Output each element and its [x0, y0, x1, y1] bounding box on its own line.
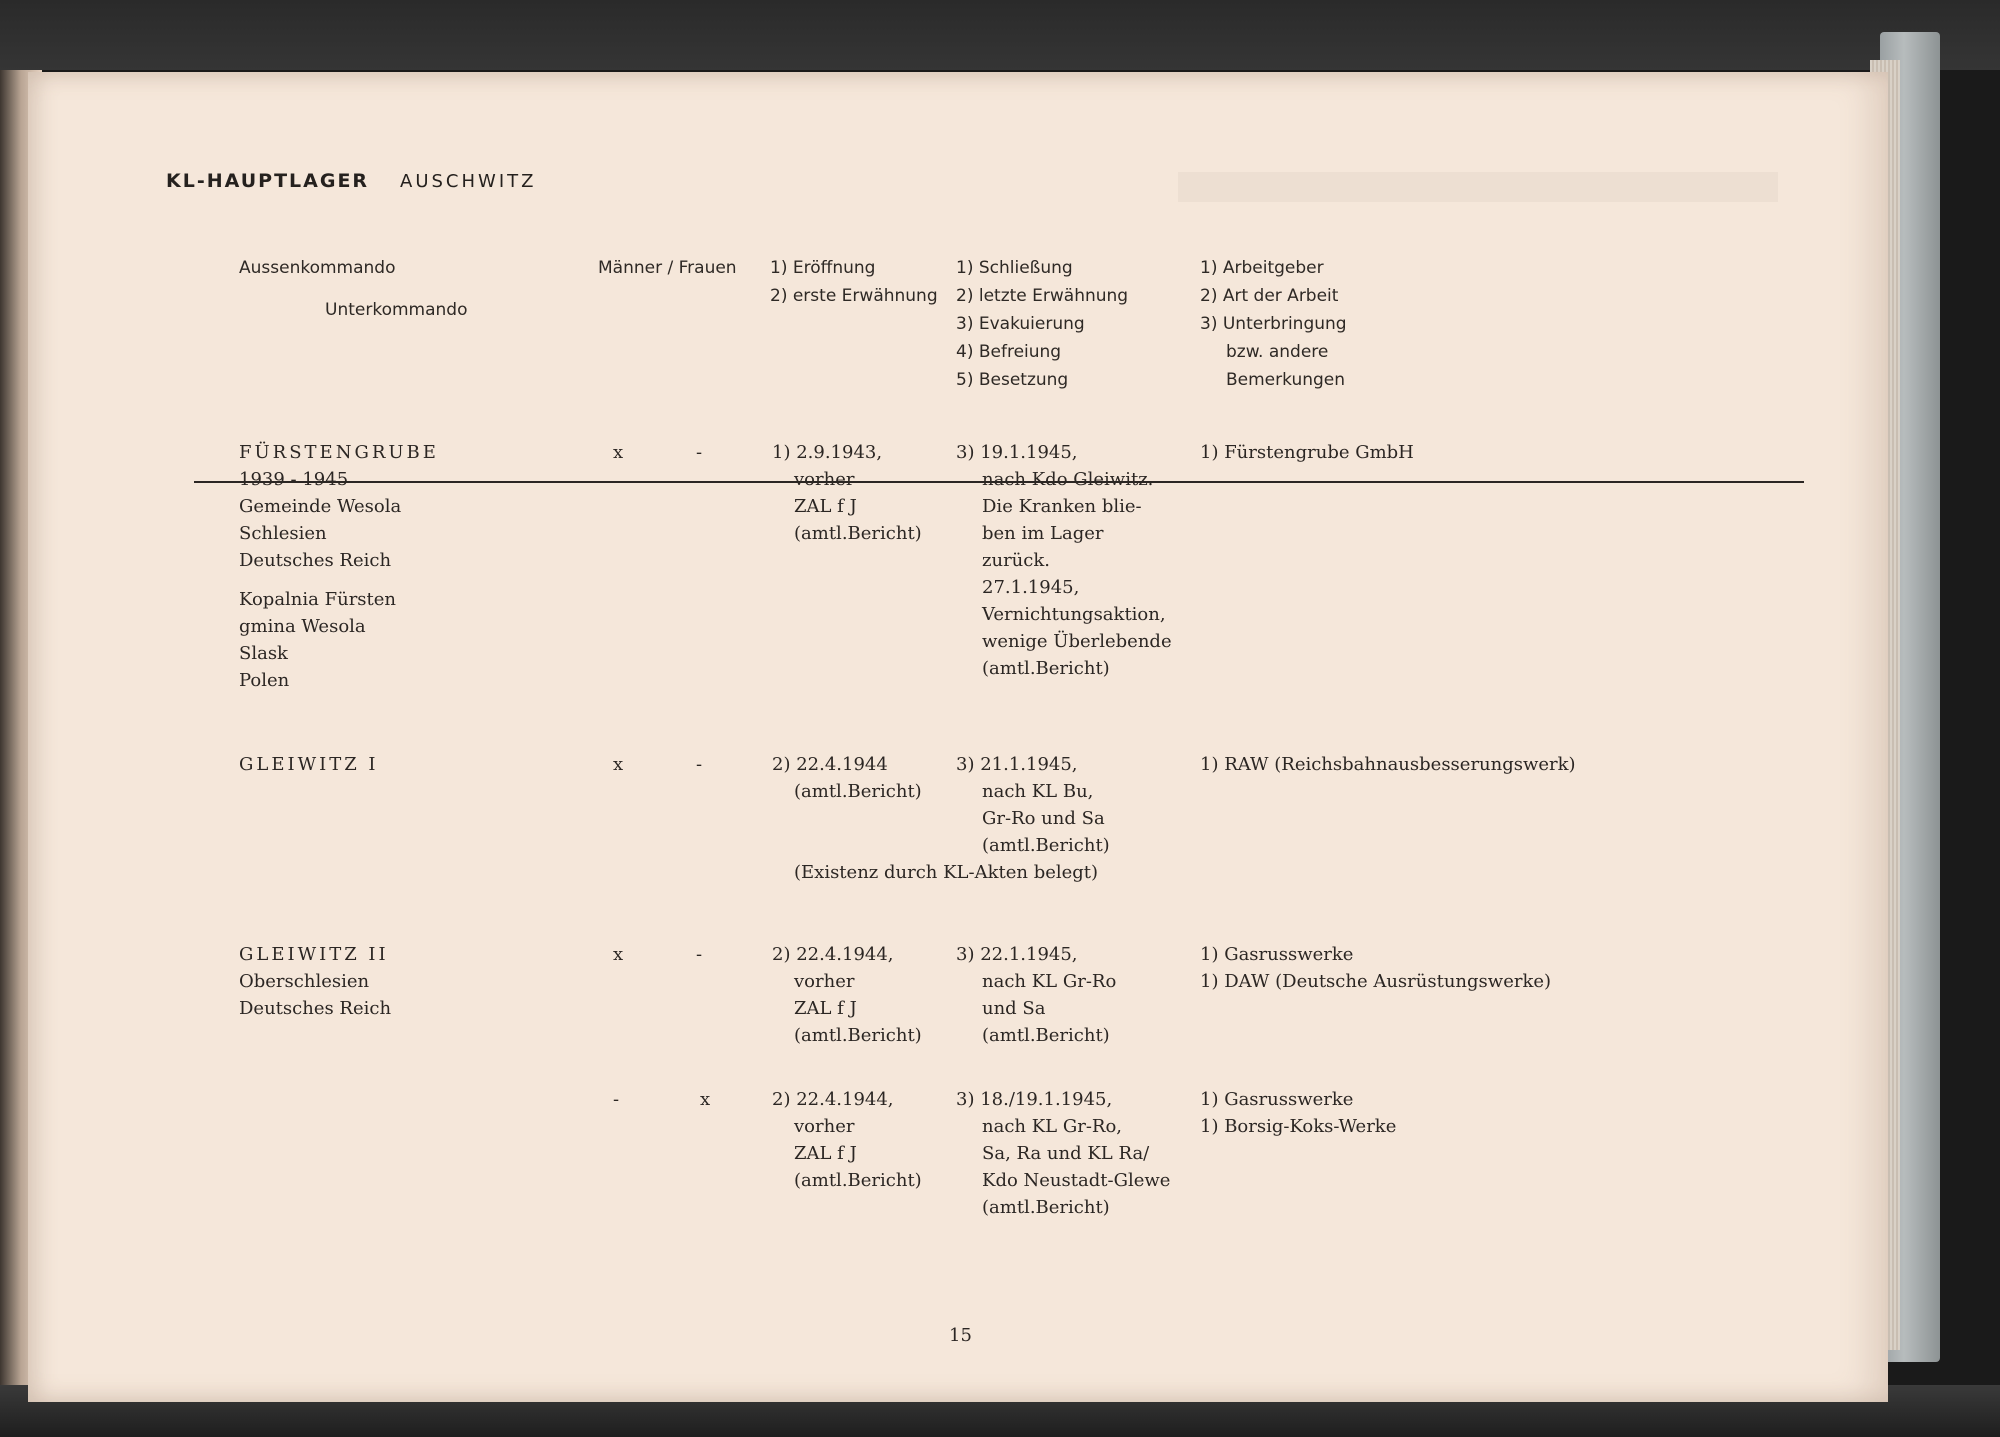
row-gleiwitz-ii-women-men: - [613, 1089, 620, 1110]
row-gleiwitz-i-men: x [613, 754, 624, 775]
header-eroeffnung: 1) Eröffnung 2) erste Erwähnung [770, 258, 938, 306]
row-gleiwitz-i-women: - [696, 754, 703, 775]
bleed-through-shade [1178, 172, 1778, 202]
row-fuerstengrube-name: FÜRSTENGRUBE 1939 - 1945 Gemeinde Wesola Schlesien Deutsches Reich [239, 442, 439, 571]
row-gleiwitz-ii-women-close: 3) 18./19.1.1945, nach KL Gr-Ro, Sa, Ra und KL Ra/ Kdo Neustadt-Glewe (amtl.Bericht) [956, 1089, 1171, 1218]
header-unterkommando: Unterkommando [325, 300, 468, 320]
document-page [28, 72, 1888, 1402]
row-gleiwitz-ii-women-women: x [700, 1089, 711, 1110]
row-fuerstengrube-women: - [696, 442, 703, 463]
row-gleiwitz-ii-women-open: 2) 22.4.1944, vorher ZAL f J (amtl.Bericht) [772, 1089, 922, 1191]
header-arbeitgeber: 1) Arbeitgeber 2) Art der Arbeit 3) Unterbringung bzw. andere Bemerkungen [1200, 258, 1347, 390]
row-gleiwitz-ii-name: GLEIWITZ II Oberschlesien Deutsches Reich [239, 944, 392, 1019]
row-fuerstengrube-close: 3) 19.1.1945, nach Kdo Gleiwitz. Die Kranken blie- ben im Lager zurück. 27.1.1945, Vernichtungsaktion, wenige Überlebende (amtl.Bericht) [956, 442, 1172, 679]
row-gleiwitz-i-remarks: 1) RAW (Reichsbahnausbesserungswerk) [1200, 754, 1576, 775]
row-gleiwitz-i-open: 2) 22.4.1944 (amtl.Bericht) [772, 754, 922, 802]
row-gleiwitz-ii-women: - [696, 944, 703, 965]
row-fuerstengrube-name-pl: Kopalnia Fürsten gmina Wesola Slask Polen [239, 589, 397, 691]
book-background-top [0, 0, 2000, 70]
row-gleiwitz-i-name: GLEIWITZ I [239, 754, 379, 775]
row-gleiwitz-ii-open: 2) 22.4.1944, vorher ZAL f J (amtl.Bericht) [772, 944, 922, 1046]
page-title-camp: AUSCHWITZ [400, 171, 537, 192]
row-fuerstengrube-remarks: 1) Fürstengrube GmbH [1200, 442, 1414, 463]
row-fuerstengrube-open: 1) 2.9.1943, vorher ZAL f J (amtl.Bericht) [772, 442, 922, 544]
page-title-main: KL-HAUPTLAGER [166, 170, 370, 192]
row-gleiwitz-i-note: (Existenz durch KL-Akten belegt) [794, 862, 1099, 883]
row-gleiwitz-ii-close: 3) 22.1.1945, nach KL Gr-Ro und Sa (amtl.Bericht) [956, 944, 1117, 1046]
row-gleiwitz-ii-women-remarks: 1) Gasrusswerke 1) Borsig-Koks-Werke [1200, 1089, 1397, 1137]
row-gleiwitz-ii-remarks: 1) Gasrusswerke 1) DAW (Deutsche Ausrüstungswerke) [1200, 944, 1552, 992]
header-schliessung: 1) Schließung 2) letzte Erwähnung 3) Evakuierung 4) Befreiung 5) Besetzung [956, 258, 1129, 390]
row-gleiwitz-ii-men: x [613, 944, 624, 965]
row-fuerstengrube-men: x [613, 442, 624, 463]
header-maenner-frauen: Männer / Frauen [598, 258, 737, 278]
row-gleiwitz-i-close: 3) 21.1.1945, nach KL Bu, Gr-Ro und Sa (amtl.Bericht) [956, 754, 1110, 856]
page-number: 15 [949, 1325, 972, 1346]
header-aussenkommando: Aussenkommando [239, 258, 396, 278]
